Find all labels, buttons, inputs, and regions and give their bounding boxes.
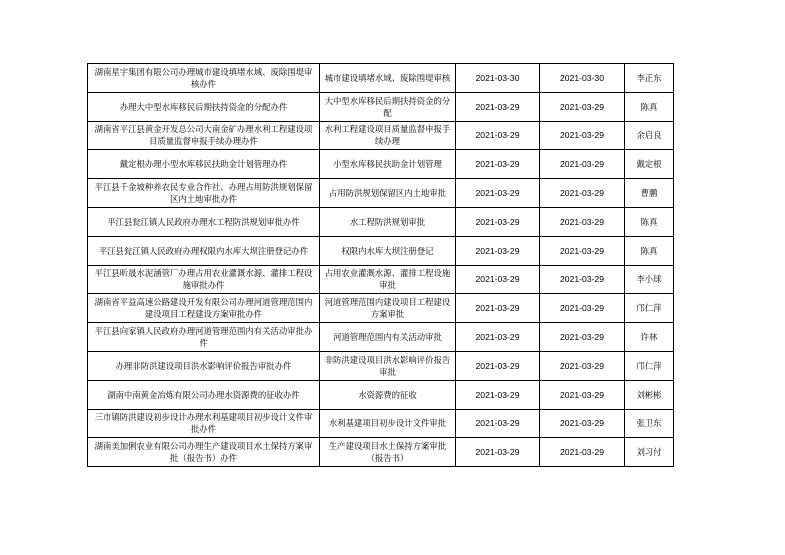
- handler-cell: 李正东: [625, 64, 674, 93]
- table-row: [88, 351, 674, 380]
- table-row: [88, 121, 674, 150]
- item-category-cell: 权限内水库大坝注册登记: [320, 236, 456, 265]
- item-name-cell: 湖南省平益高速公路建设开发有限公司办理河道管理范围内建设项目工程建设方案审批办件: [88, 294, 320, 323]
- item-category-cell: 占用防洪规划保留区内土地审批: [320, 179, 456, 208]
- item-name-cell: 平江县向家镇人民政府办理河道管理范围内有关活动审批办件: [88, 323, 320, 352]
- accept-date-cell: 2021-03-29: [456, 323, 540, 352]
- item-category-cell: 水利工程建设项目质量监督申报手续办理: [320, 121, 456, 150]
- accept-date-cell: 2021-03-29: [456, 351, 540, 380]
- handler-cell: 刘彬彬: [625, 380, 674, 409]
- table-row: [88, 294, 674, 323]
- item-name-cell: 戴定根办理小型水库移民扶助金计划管理办件: [88, 150, 320, 179]
- table-row: [88, 236, 674, 265]
- item-name-cell: 三市镇防洪建设初步设计办理水利基建项目初步设计文件审批办件: [88, 409, 320, 438]
- accept-date-cell: 2021-03-29: [456, 294, 540, 323]
- complete-date-cell: 2021-03-29: [540, 265, 625, 294]
- item-name-cell: 湖南星宇集团有限公司办理城市建设填堵水域、废除围堤审核办件: [88, 64, 320, 93]
- handler-cell: 陈真: [625, 92, 674, 121]
- handler-cell: 曹鹏: [625, 179, 674, 208]
- table-row: [88, 207, 674, 236]
- accept-date-cell: 2021-03-29: [456, 409, 540, 438]
- complete-date-cell: 2021-03-29: [540, 150, 625, 179]
- item-name-cell: 平江县瓮江镇人民政府办理水工程防洪规划审批办件: [88, 207, 320, 236]
- complete-date-cell: 2021-03-29: [540, 207, 625, 236]
- handler-cell: 张卫东: [625, 409, 674, 438]
- handler-cell: 邝仁萍: [625, 351, 674, 380]
- complete-date-cell: 2021-03-29: [540, 323, 625, 352]
- complete-date-cell: 2021-03-29: [540, 121, 625, 150]
- table-row: [88, 64, 674, 93]
- table-row: [88, 323, 674, 352]
- handler-cell: 刘习付: [625, 438, 674, 467]
- handler-cell: 戴定根: [625, 150, 674, 179]
- table-row: [88, 179, 674, 208]
- accept-date-cell: 2021-03-29: [456, 265, 540, 294]
- accept-date-cell: 2021-03-29: [456, 438, 540, 467]
- item-name-cell: 湖南美加俐农业有限公司办理生产建设项目水土保持方案审批（报告书）办件: [88, 438, 320, 467]
- accept-date-cell: 2021-03-29: [456, 92, 540, 121]
- item-name-cell: 办理大中型水库移民后期扶持资金的分配办件: [88, 92, 320, 121]
- accept-date-cell: 2021-03-29: [456, 207, 540, 236]
- complete-date-cell: 2021-03-29: [540, 409, 625, 438]
- item-category-cell: 小型水库移民扶助金计划管理: [320, 150, 456, 179]
- accept-date-cell: 2021-03-29: [456, 236, 540, 265]
- accept-date-cell: 2021-03-29: [456, 150, 540, 179]
- item-name-cell: 办理非防洪建设项目洪水影响评价报告审批办件: [88, 351, 320, 380]
- item-category-cell: 水利基建项目初步设计文件审批: [320, 409, 456, 438]
- item-category-cell: 河道管理范围内有关活动审批: [320, 323, 456, 352]
- complete-date-cell: 2021-03-29: [540, 438, 625, 467]
- records-table-body: [88, 64, 674, 467]
- item-category-cell: 大中型水库移民后期扶持资金的分配: [320, 92, 456, 121]
- complete-date-cell: 2021-03-29: [540, 236, 625, 265]
- records-table: [87, 63, 674, 467]
- complete-date-cell: 2021-03-30: [540, 64, 625, 93]
- table-row: [88, 92, 674, 121]
- item-name-cell: 湖南省平江县黄金开发总公司大南金矿办理水利工程建设项目质量监督申报手续办理办件: [88, 121, 320, 150]
- complete-date-cell: 2021-03-29: [540, 351, 625, 380]
- item-name-cell: 湖南中南黄金冶炼有限公司办理水资源费的征收办件: [88, 380, 320, 409]
- item-category-cell: 水资源费的征收: [320, 380, 456, 409]
- item-name-cell: 平江县昕晟水泥涵管厂办理占用农业灌溉水源、灌排工程设施审批办件: [88, 265, 320, 294]
- accept-date-cell: 2021-03-29: [456, 179, 540, 208]
- item-category-cell: 生产建设项目水土保持方案审批（报告书）: [320, 438, 456, 467]
- accept-date-cell: 2021-03-29: [456, 380, 540, 409]
- handler-cell: 余启良: [625, 121, 674, 150]
- item-name-cell: 平江县千金坡种养农民专业合作社、办理占用防洪规划保留区内土地审批办件: [88, 179, 320, 208]
- complete-date-cell: 2021-03-29: [540, 380, 625, 409]
- table-row: [88, 409, 674, 438]
- item-category-cell: 占用农业灌溉水源、灌排工程设施审批: [320, 265, 456, 294]
- handler-cell: 陈真: [625, 236, 674, 265]
- table-row: [88, 380, 674, 409]
- handler-cell: 许林: [625, 323, 674, 352]
- item-name-cell: 平江县瓮江镇人民政府办理权限内水库大坝注册登记办件: [88, 236, 320, 265]
- accept-date-cell: 2021-03-30: [456, 64, 540, 93]
- table-row: [88, 150, 674, 179]
- complete-date-cell: 2021-03-29: [540, 92, 625, 121]
- handler-cell: 陈真: [625, 207, 674, 236]
- handler-cell: 邝仁萍: [625, 294, 674, 323]
- complete-date-cell: 2021-03-29: [540, 179, 625, 208]
- item-category-cell: 河道管理范围内建设项目工程建设方案审批: [320, 294, 456, 323]
- item-category-cell: 水工程防洪规划审批: [320, 207, 456, 236]
- item-category-cell: 非防洪建设项目洪水影响评价报告审批: [320, 351, 456, 380]
- item-category-cell: 城市建设填堵水域、废除围堤审核: [320, 64, 456, 93]
- complete-date-cell: 2021-03-29: [540, 294, 625, 323]
- handler-cell: 李小球: [625, 265, 674, 294]
- table-row: [88, 265, 674, 294]
- accept-date-cell: 2021-03-29: [456, 121, 540, 150]
- table-row: [88, 438, 674, 467]
